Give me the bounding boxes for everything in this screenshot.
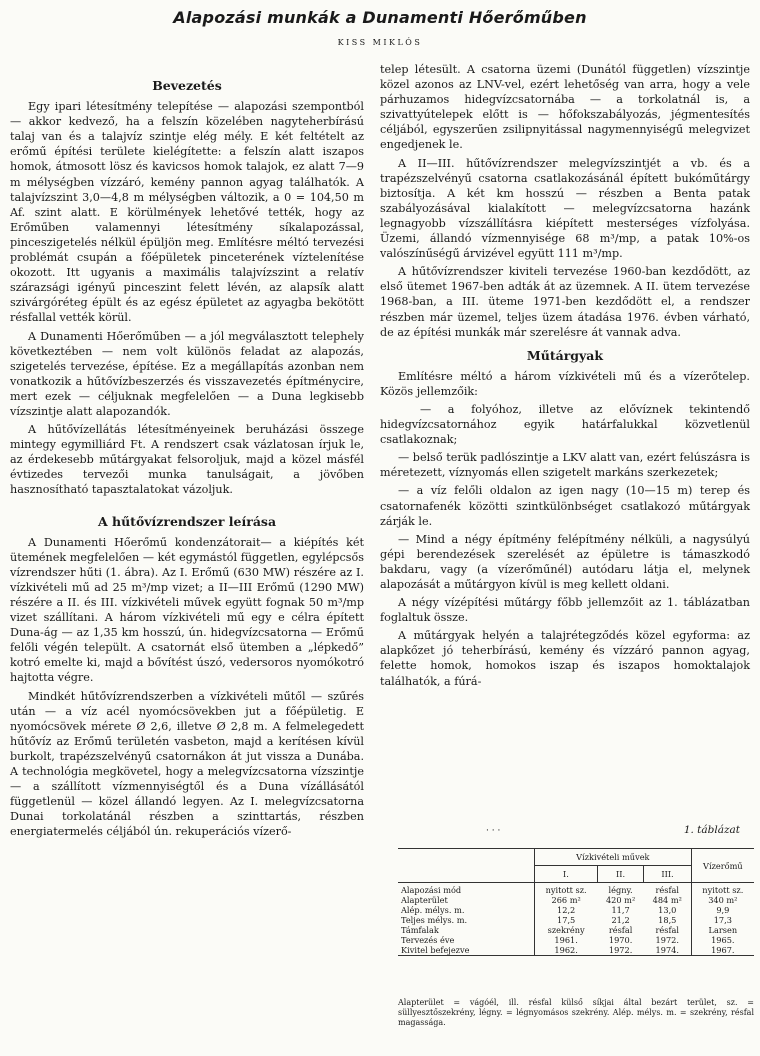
table-cell: nyitott sz. [691, 883, 754, 896]
left-column [10, 70, 364, 843]
section-heading-cooling-system: A hűtővízrendszer leírása [97, 513, 277, 529]
table-cell: 1970. [608, 935, 633, 945]
section-heading-introduction: Bevezetés [152, 78, 222, 93]
paragraph: A hűtővízellátás létesítményeinek beruházási összege mintegy egymilliárd Ft. A rendszert csak vázlatosan írjuk le, az érdekesebb műtárgyakat felsoroljuk, majd a közel másfél évtizedes tervezői munka tanulságait, a jövőben hasznosítható tapasztalatokat vázoljuk. [10, 423, 364, 497]
table-col-header: II. [597, 866, 644, 883]
paragraph: A Dunamenti Hőerőműben — a jól megválasztott telephely következtében — nem volt különös feladat az alapozás, szigetelés tervezése, építése. Ez a megállapítás azonban nem vonatkozik a hűtővízbeszerzés és visszavezetés építménycire, mert ezek — céljuknak megfelelően — a Duna legkisebb vízszintje alatt alapozandók. [10, 329, 364, 418]
list-item: — a víz felőli oldalon az igen nagy (10—15 m) terep és csatornafenék közötti szintkülönbséget csatlakozó műtárgyak zárják le. [380, 484, 750, 528]
list-item: — belső terük padlószintje a LKV alatt van, ezért felúszásra is méretezett, víznyomás ellen szigetelt markáns szerkezetek; [380, 451, 750, 480]
section-heading-structures: Műtárgyak [526, 347, 604, 363]
table-cell: 1972. [655, 935, 679, 945]
paragraph: A hűtővízrendszer kiviteli tervezése 1960-ban kezdődött, az első ütemet 1967-ben adták át az üzemnek. A II. ütem tervezése 1968-ban, a III. üteme 1971-ben kezdődött el, a rendszer részben már üzemel, teljes üzem átadása 1976. évben várható, de az építési munkák már szerelésre át vannak adva. [380, 265, 750, 339]
table-cell: 11,7 [611, 905, 630, 915]
list-item: — a folyóhoz, illetve az elővíznek tekintendő hidegvízcsatornához egyik határfalukkal közvetlenül csatlakoznak; [380, 402, 750, 447]
table-note: Alapterület = vágóél, ill. résfal külső síkjai által bezárt terület, sz. = süllyesztőszekrény, légny. = légnyomásos szekrény. Alép. mélys. m. = szekrény, résfal magassága. [398, 998, 754, 1027]
paragraph: telep létesült. A csatorna üzemi (Dunától független) vízszintje közel azonos az LNV-vel, ezért lehetőség van arra, hogy a vele párhuzamos hidegvízcsatornába — a torkolatnál is, a szivattyútelepek előtt is — hőfokszabályozás, jégmentesítés céljából, egyszerűen zsilipnyitással nagymennyiségű melegvizet engedjenek le. [380, 63, 750, 152]
table-cell: 1962. [535, 945, 598, 956]
author: KISS MIKLÓS [337, 38, 423, 47]
table-row [398, 925, 754, 935]
data-table [398, 848, 754, 956]
table-row [398, 905, 754, 915]
table-cell: 17,3 [691, 915, 754, 925]
table-row [398, 883, 754, 896]
table-cell: légny. [597, 883, 644, 896]
table-cell: 484 m² [652, 895, 682, 905]
table-cell: résfal [608, 925, 633, 935]
table-cell: 12,2 [557, 905, 576, 915]
paragraph: Mindkét hűtővízrendszerben a vízkivételi műtől — szűrés után — a víz acél nyomócsövekben jut a főépületig. E nyomócsövek mérete Ø 2,6, illetve Ø 2,8 m. A felmelegedett hűtővíz az Erőmű területén vasbeton, majd a kerítésen kívül burkolt, trapézszelvényű csatornákon át jut vissza a Dunába. A technológia megkövetel, hogy a melegvízcsatorna vízszintje — a szállított vízmennyiségtől és a Duna vízállásától függetlenül — közel állandó legyen. Az I. melegvízcsatorna Dunai torkolatánál részben a szinttartás, részben energiatermelés céljából ún. rekuperációs vízerő- [10, 689, 364, 839]
table-cell: nyitott sz. [535, 883, 598, 896]
table-row [398, 895, 754, 905]
table-cell: 17,5 [557, 915, 576, 925]
paragraph: A négy vízépítési műtárgy főbb jellemzőit az 1. táblázatban foglaltuk össze. [380, 596, 750, 625]
paragraph: A műtárgyak helyén a talajrétegződés közel egyforma: az alapkőzet jó teherbírású, kemény és vízzáró pannon agyag, felette homok, homokos iszap és iszapos homoktalajok találhatók, a fúrá- [380, 629, 750, 688]
table-caption: 1. táblázat [683, 824, 740, 836]
table-cell: 1965. [691, 935, 754, 945]
table-row-label: Tervezés éve [398, 935, 535, 945]
table-cell: 1961. [554, 935, 578, 945]
paragraph: A II—III. hűtővízrendszer melegvízszintjét a vb. és a trapézszelvényű csatorna csatlakozásánál épített bukóműtárgy biztosítja. A két km hosszú — részben a Benta patak szabályozásával kialakított — melegvízcsatorna hazánk legnagyobb vízszállításra kiépített mesterséges vízfolyása. Üzemi, állandó vízmennyisége 68 m³/mp, a patak 10%-os valószínűségű árvizével együtt 111 m³/mp. [380, 156, 750, 261]
table-row [398, 945, 754, 956]
paragraph: A Dunamenti Hőerőmű kondenzátorait— a kiépítés két ütemének megfelelően — két egymástól független, egylépcsős vízrendszer hűti (1. ábra). Az I. Erőmű (630 MW) részére az I. vízkivételi mű ad 25 m³/mp vizet; a II—III Erőmű (1290 MW) részére a II. és III. vízkivételi művek együtt fognak 50 m³/mp vizet szállítani. A három vízkivételi mű egy e célra épített Duna-ág — az 1,35 km hosszú, ún. hidegvízcsatorna — Erőmű felőli végén települt. A csatornát első ütemben a „lépkedő” kotró emelte ki, majd a bővítést úszó, vedersoros nyomókotró hajtotta végre. [10, 535, 364, 685]
table-row-label: Kivitel befejezve [398, 945, 535, 956]
article-title: Alapozási munkák a Dunamenti Hőerőműben [173, 8, 587, 27]
table-cell: résfal [655, 925, 680, 935]
table-group-header: Vízkivételi művek [535, 849, 692, 866]
paragraph: Említésre méltó a három vízkivételi mű és a vízerőtelep. Közös jellemzőik: [380, 369, 750, 398]
table-row [398, 915, 754, 925]
table-cell: 18,5 [658, 915, 677, 925]
table-col-header: Vízerőmű [691, 849, 754, 883]
list-item: — Mind a négy építmény felépítmény nélküli, a nagysúlyú gépi berendezések szerelését az épületre is támaszkodó bakdaru, vagy (a vízerőműnél) autódaru látja el, melynek alapozását a műtárgyon kívül is meg kellett oldani. [380, 532, 750, 591]
table-cell: 266 m² [551, 895, 581, 905]
table-row-label: Alép. mélys. m. [398, 905, 535, 915]
table-cell: résfal [644, 883, 691, 896]
paragraph: Egy ipari létesítmény telepítése — alapozási szempontból — akkor kedvező, ha a felszín közelében nagyteherbírású talaj van és a talajvíz szintje elég mély. E két feltételt az erőmű építési területe kielégítette: a felszín alatt iszapos homok, átmosott lösz és kavicsos homok talajok, ez alatt 7—9 m mélységben vízzáró, kemény pannon agyag találhatók. A talajvízszint 3,0—4,8 m mélységben változik, a 0 = 104,50 m Af. szint alatt. E körülmények lehetővé tették, hogy az Erőműben valamennyi létesítmény síkalapozással, pinceszigetelés nélkül épüljön meg. Említésre méltó tervezési problémát csupán a főépületek pinceterének víztelenítése okozott. Itt ugyanis a maximális talajvízszint a relatív szárazsági igényű pinceszint felett lévén, az alapsík alatt szivárgóréteg épült és az egész épületet az agyagba bekötött résfallal vették körül. [10, 100, 364, 325]
table-row [398, 935, 754, 945]
table-cell: 340 m² [691, 895, 754, 905]
table-cell: 420 m² [605, 895, 636, 905]
table-cell: 13,0 [658, 905, 677, 915]
table-cell: 9,9 [691, 905, 754, 915]
table-separator: · · · [486, 826, 501, 836]
table-cell: Larsen [691, 925, 754, 935]
right-column [380, 62, 750, 692]
table-cell: 21,2 [611, 915, 630, 925]
table-cell: 1974. [644, 945, 691, 956]
table-row-label: Támfalak [398, 925, 535, 935]
table-row-label: Teljes mélys. m. [398, 915, 535, 925]
table-cell: szekrény [547, 925, 585, 935]
table-corner [398, 849, 535, 883]
table-col-header: I. [535, 866, 598, 883]
table-cell: 1967. [691, 945, 754, 956]
table-col-header: III. [644, 866, 691, 883]
table-row-label: Alapterület [398, 895, 535, 905]
table-cell: 1972. [597, 945, 644, 956]
table-row-label: Alapozási mód [398, 883, 535, 896]
